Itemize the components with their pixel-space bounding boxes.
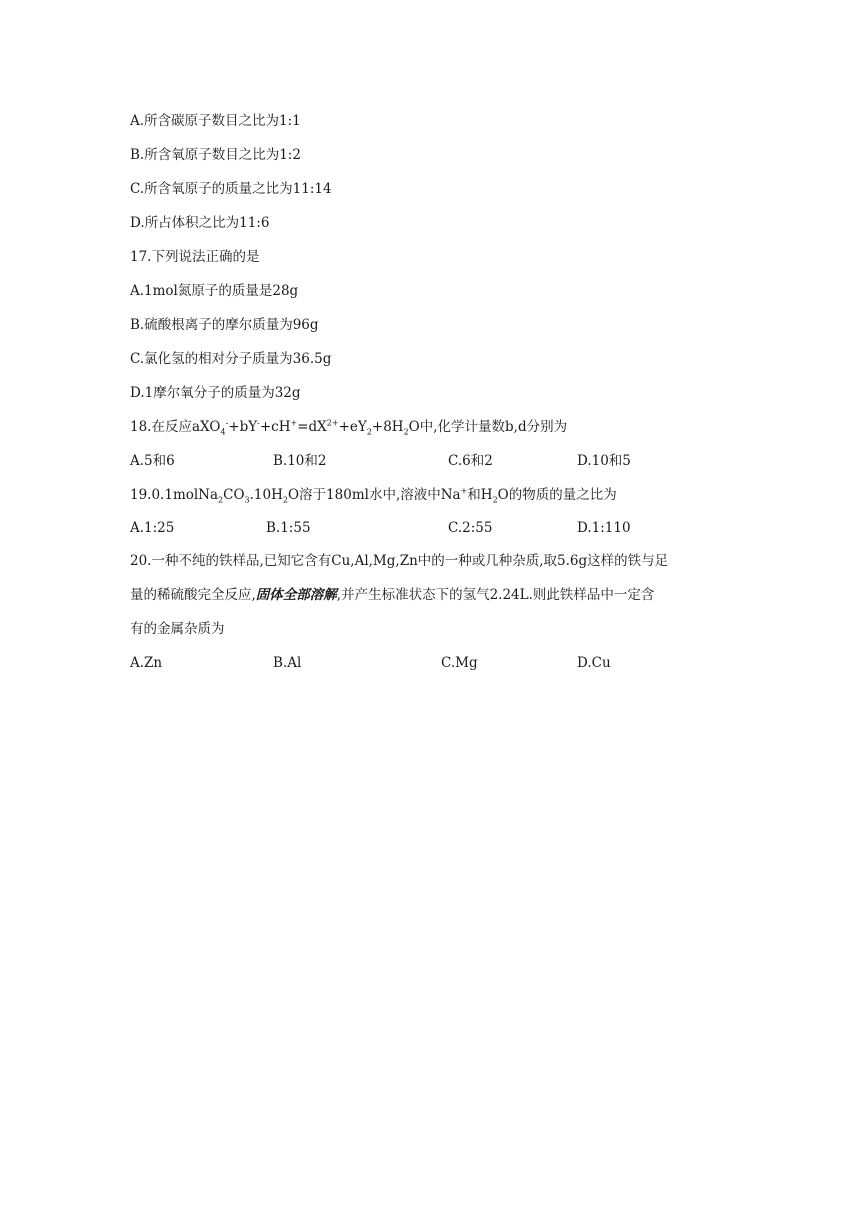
q16-option-c: C.所含氧原子的质量之比为11:14 bbox=[130, 181, 332, 197]
q19-option-a: A.1:25 bbox=[130, 520, 175, 536]
q17-option-d: D.1摩尔氧分子的质量为32g bbox=[130, 385, 301, 401]
q19-stem: $19.0.1molNa_2CO_3.10H_2O$溶于180ml水中,溶液中Na+和$H_2O$的物质的量之比为 bbox=[130, 486, 617, 505]
q18-option-c: C.6和2 bbox=[448, 453, 493, 469]
q16-option-d: D.所占体积之比为11:6 bbox=[130, 215, 270, 231]
q18-option-b: B.10和2 bbox=[273, 453, 327, 469]
q20-stem-line-2: 量的稀硫酸完全反应,固体全部溶解,并产生标准状态下的氢气2.24L.则此铁样品中一定含 bbox=[130, 587, 655, 603]
q20-stem-line-3: 有的金属杂质为 bbox=[130, 621, 225, 637]
q20-option-a: A.Zn bbox=[130, 655, 163, 671]
q20-option-c: C.Mg bbox=[441, 655, 478, 671]
q16-option-a: A.所含碳原子数目之比为1:1 bbox=[130, 113, 301, 129]
q20-option-d: D.Cu bbox=[577, 655, 611, 671]
q17-stem: 17.下列说法正确的是 bbox=[130, 249, 260, 265]
q17-option-b: B.硫酸根离子的摩尔质量为96g bbox=[130, 317, 319, 333]
q18-option-a: A.5和6 bbox=[130, 453, 175, 469]
q20-stem-line-1: 20.一种不纯的铁样品,已知它含有Cu,Al,Mg,Zn中的一种或几种杂质,取5.6g这样的铁与足 bbox=[130, 553, 669, 569]
q18-stem: 18.在反应$aXO_4^-+bY^-+cH^+=dX^{2+}+eY_2+8H_2O$中,化学计量数b,d分别为 bbox=[130, 418, 568, 437]
q19-option-b: B.1:55 bbox=[266, 520, 311, 536]
q19-option-d: D.1:110 bbox=[577, 520, 631, 536]
q17-option-c: C.氯化氢的相对分子质量为36.5g bbox=[130, 351, 332, 367]
q19-option-c: C.2:55 bbox=[448, 520, 493, 536]
q18-option-d: D.10和5 bbox=[577, 453, 631, 469]
q16-option-b: B.所含氧原子数目之比为1:2 bbox=[130, 147, 301, 163]
q17-option-a: A.1mol氮原子的质量是28g bbox=[130, 283, 299, 299]
q20-option-b: B.Al bbox=[273, 655, 302, 671]
q20-emphasis: 固体全部溶解 bbox=[255, 587, 337, 603]
